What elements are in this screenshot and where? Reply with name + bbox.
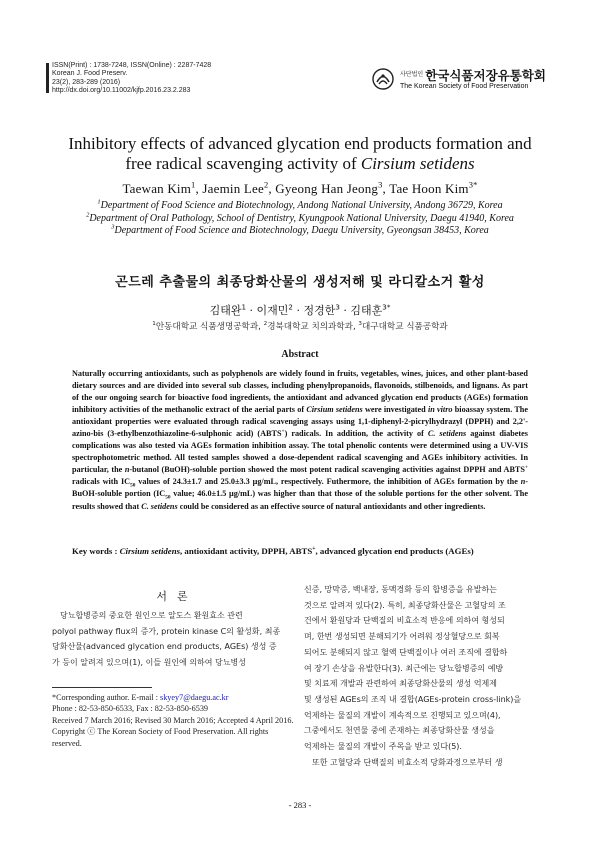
korean-author: 이재민$^2$ ·: [256, 302, 304, 317]
affiliation: $^2$Department of Oral Pathology, School of Dentistry, Kyungpook National University, Daegu 41940, Korea: [86, 211, 514, 224]
korean-author-list: [40, 302, 560, 318]
footnote: [52, 692, 296, 749]
body-line: 여 장기 손상을 유발한다(3). 최근에는 당뇨합병증의 예방: [304, 663, 504, 673]
corresponding-author: *Corresponding author. E-mail : skyey7@daegu.ac.kr: [52, 693, 229, 702]
doi-link[interactable]: http://dx.doi.org/10.11002/kjfp.2016.23.2.283: [52, 86, 191, 94]
affiliation-list: [40, 200, 560, 238]
keywords: Key words : Cirsium setidens, antioxidant activity, DPPH, ABTS+, advanced glycation end products (AGEs): [72, 546, 474, 556]
abstract-heading: Abstract: [281, 349, 319, 360]
title-line-2: [40, 154, 560, 174]
author: Tae Hoon Kim$^{3*}$: [389, 179, 478, 196]
phone-fax: Phone : 82-53-850-6533, Fax : 82-53-850-6539: [52, 704, 209, 714]
body-line: 것으로 알려져 있다(2). 특히, 최종당화산물은 고혈당의 조: [304, 600, 506, 610]
copyright: Copyright ⓒ The Korean Society of Food Preservation. All rights reserved.: [52, 727, 269, 748]
korean-affiliation-list: [40, 320, 560, 332]
society-corp: 사단법인: [400, 71, 424, 78]
body-line: 가 등이 알려져 있으며(1), 이들 원인에 의하여 당뇨병성: [52, 658, 246, 668]
journal-name: Korean J. Food Preserv.: [52, 70, 128, 78]
body-line: 건에서 환원당과 단백질의 비효소적 반응에 의하여 형성되: [304, 616, 505, 626]
abstract-paragraph: Naturally occurring antioxidants, such as polyphenols are widely found in fruits, vegetables, wines, juices, and other plant-based dietary sources and are divided into several sub classes, including phenylpropanoids, flavonoids, stilbenoids, and lignans. As part of the our ongoing search for bioactive food ingredients, the antioxidant and advanced glycation end products (AGEs) formation inhibitory activities of the methanolic extract of the aerial parts of Cirsium setidens were investigated in vitro bioassay system. The antioxidant properties were evaluated through radical scavenging assays using 1,1-diphenyl-2-picrylhydrazyl (DPPH) and 2,2'-azino-bis (3-ethylbenzothiazoline-6-sulphonic acid) (ABTS+) radicals. In addition, the activity of C. setidens against diabetes complications was also tested via AGEs formation inhibition assay. The total phenolic contents were determined using a UV-VIS spectrophotometric method. All tested samples showed a dose-dependent radical scavenging and AGEs inhibitory activities. In particular, the n-butanol (BuOH)-soluble portion showed the most potent radical scavenging activities against DPPH and ABTS+ radicals with $IC_{50}$ values of 24.3±1.7 and 25.0±3.3 µg/mL, respectively. Futhermore, the inhibition of AGEs formation by the n-BuOH-soluble portion ($IC_{50}$ value; 46.0±1.5 µg/mL) was higher than that those of the soluble portions for the other solvent. The results showed that C. setidens could be considered as an effective source of natural antioxidants and other ingredients.: [72, 369, 528, 511]
korean-author: 정경한$^3$ ·: [303, 302, 351, 317]
journal-header: [52, 62, 211, 95]
society-logo: [372, 66, 552, 92]
society-name-text: 한국식품저장유통학회: [425, 68, 546, 83]
korean-affiliation: $^2$경북대학교 치의과학과,: [263, 321, 359, 332]
header-bar: [46, 63, 49, 93]
korean-title: 곤드레 추출물의 최종당화산물의 생성저해 및 라디칼소거 활성: [115, 275, 485, 290]
society-english-name: The Korean Society of Food Preservation: [400, 83, 529, 90]
korean-author: 김태완$^1$ ·: [209, 302, 257, 317]
body-line: 신증, 망막증, 백내장, 동맥경화 등의 합병증을 유발하는: [304, 585, 497, 594]
left-column-body: [52, 608, 296, 671]
body-line: 그중에서도 천연물 중에 존재하는 최종당화산물 생성을: [304, 726, 495, 736]
section-heading: 서론: [156, 590, 198, 603]
title-line-1: Inhibitory effects of advanced glycation end products formation and: [68, 134, 532, 153]
society-korean-name: [400, 66, 546, 84]
title-line-2-prefix: free radical scavenging activity of: [125, 154, 357, 173]
body-line: 억제하는 물질의 개발이 주목을 받고 있다(5).: [304, 742, 462, 752]
body-line: 및 생성된 AGEs의 조직 내 결합(AGEs-protein cross-link)을: [304, 694, 522, 704]
issn-line: ISSN(Print) : 1738-7248, ISSN(Online) : 2287-7428: [52, 62, 212, 69]
abstract-body: [72, 368, 528, 513]
author: Taewan Kim$^1$,: [122, 179, 203, 196]
author: Jaemin Lee$^2$,: [202, 179, 276, 196]
volume-line: 23(2), 283-289 (2016): [52, 78, 121, 86]
body-line: 되어도 분해되지 않고 혈액 단백질이나 여러 조직에 결합하: [304, 647, 508, 657]
society-emblem-icon: [372, 68, 394, 90]
author: Gyeong Han Jeong$^3$,: [275, 179, 390, 196]
body-line: 며, 한번 생성되면 분해되기가 어려워 정상혈당으로 회복: [304, 632, 500, 642]
body-line: 또한 고혈당과 단백질의 비효소적 당화과정으로부터 생: [312, 757, 503, 767]
paper-title: [40, 134, 560, 174]
right-column-body: [304, 582, 548, 770]
body-line: 당뇨합병증의 중요한 원인으로 알도스 환원효소 관련: [60, 611, 243, 620]
body-line: 당화산물(advanced glycation end products, AGEs) 생성 증: [52, 642, 277, 652]
title-species: Cirsium setidens: [360, 154, 475, 173]
footnote-rule: [52, 687, 152, 688]
body-line: polyol pathway flux의 증가, protein kinase C의 활성화, 최종: [52, 626, 281, 636]
body-line: 및 치료제 개발과 관련하여 최종당화산물의 생성 억제제: [304, 679, 497, 689]
korean-affiliation: $^3$대구대학교 식품공학과: [358, 321, 448, 332]
author-list: [40, 181, 560, 197]
email-link[interactable]: skyey7@daegu.ac.kr: [160, 693, 229, 702]
page-number: - 283 -: [288, 800, 312, 810]
received-dates: Received 7 March 2016; Revised 30 March 2016; Accepted 4 April 2016.: [52, 715, 294, 725]
affiliation: $^3$Department of Food Science and Biotechnology, Daegu University, Gyeongsan 38453, Korea: [111, 223, 489, 236]
korean-author: 김태훈$^{3*}$: [350, 302, 391, 317]
korean-affiliation: $^1$안동대학교 식품생명공학과,: [152, 321, 264, 332]
affiliation: $^1$Department of Food Science and Biotechnology, Andong National University, Andong 36729, Korea: [97, 198, 503, 211]
keywords-label: Key words :: [72, 546, 118, 556]
body-line: 억제하는 물질의 개발이 계속적으로 진행되고 있으며(4),: [304, 710, 501, 720]
